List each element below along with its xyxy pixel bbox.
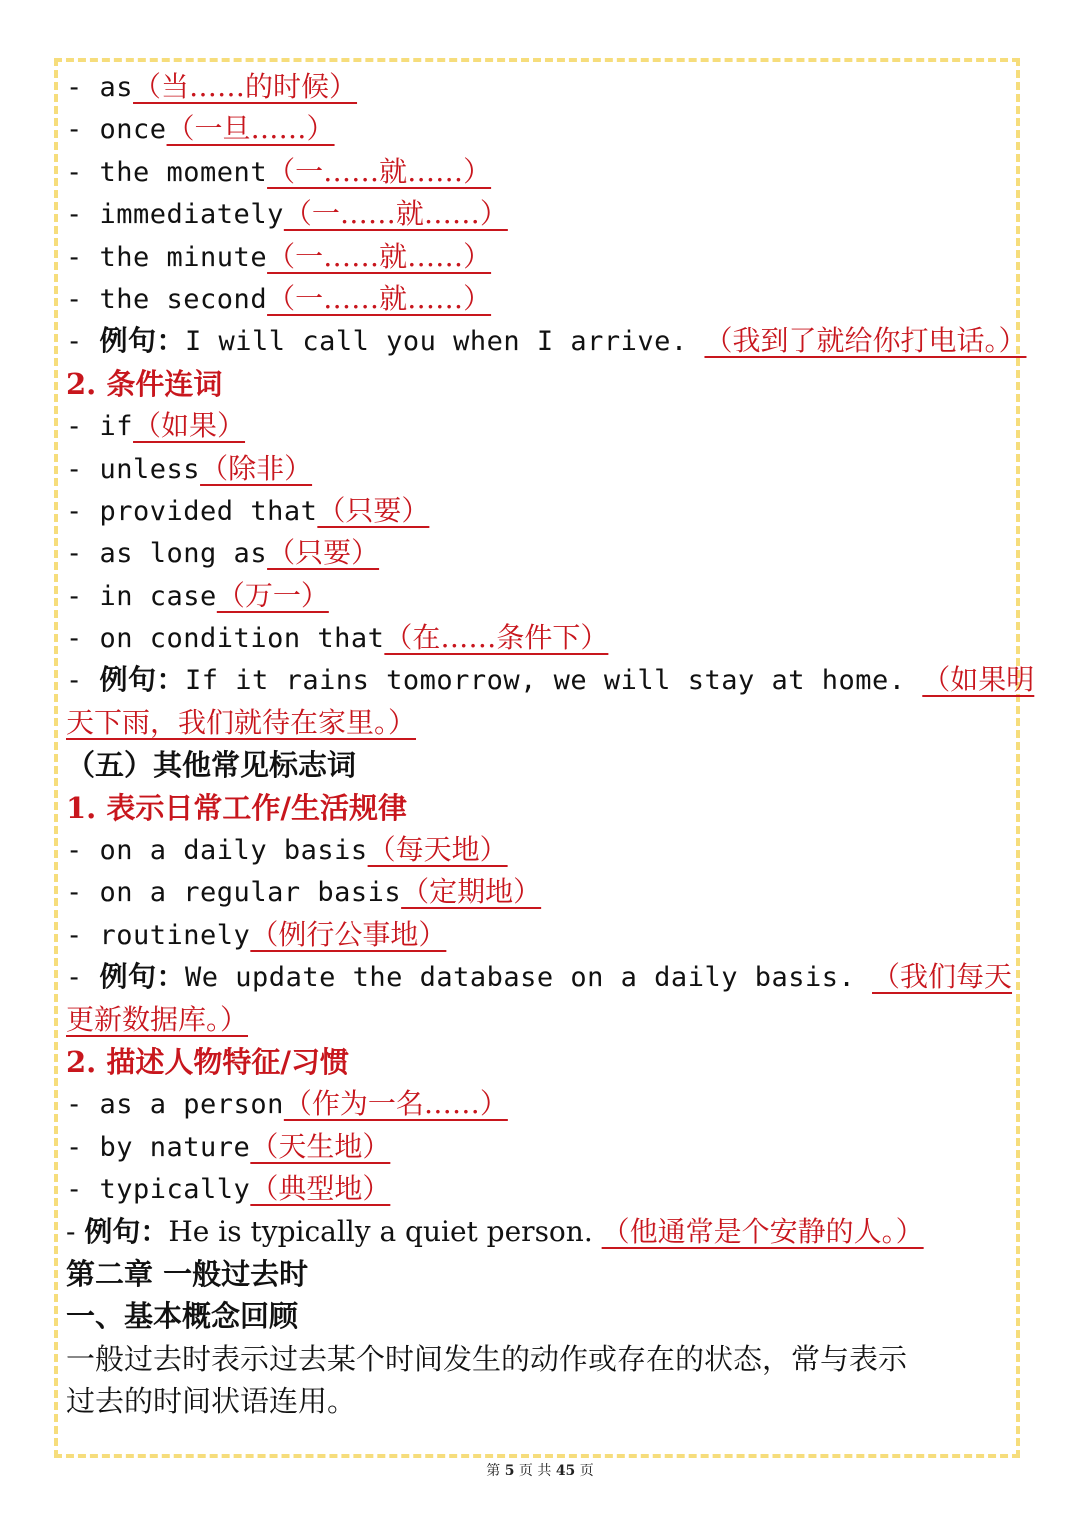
paragraph-line: 过去的时间状语连用。 bbox=[66, 1384, 357, 1419]
example-translation-cont: 更新数据库。） bbox=[66, 1002, 249, 1036]
example-translation-cont: 天下雨，我们就待在家里。） bbox=[66, 705, 417, 739]
section-heading: （五）其他常见标志词 bbox=[66, 748, 357, 783]
list-item: - by nature（天生地） bbox=[66, 1129, 391, 1163]
list-item: - if（如果） bbox=[66, 409, 246, 443]
page-footer: 第 5 页 共 45 页 bbox=[486, 1463, 594, 1479]
section-title: 一、基本概念回顾 bbox=[66, 1299, 299, 1334]
subsection-heading: 2. 描述人物特征/习惯 bbox=[66, 1044, 349, 1079]
list-item: - on a daily basis（每天地） bbox=[66, 833, 508, 867]
list-item: - routinely（例行公事地） bbox=[66, 917, 447, 951]
list-item: - as long as（只要） bbox=[66, 536, 380, 570]
list-item: - on a regular basis（定期地） bbox=[66, 875, 542, 909]
list-item: - unless（除非） bbox=[66, 451, 313, 485]
list-item: - typically（典型地） bbox=[66, 1172, 391, 1206]
list-item: - in case（万一） bbox=[66, 578, 329, 612]
list-item: - the second（一……就……） bbox=[66, 281, 492, 315]
paragraph-line: 一般过去时表示过去某个时间发生的动作或存在的状态，常与表示 bbox=[66, 1341, 908, 1376]
page-content bbox=[66, 66, 1035, 1423]
list-item: - the moment（一……就……） bbox=[66, 154, 492, 188]
example-sentence: - 例句：He is typically a quiet person. （他通常是个安静的人。） bbox=[66, 1214, 924, 1248]
example-sentence: - 例句：We update the database on a daily basis. （我们每天 bbox=[66, 960, 1013, 994]
list-item: - immediately（一……就……） bbox=[66, 197, 508, 231]
chapter-title: 第二章 一般过去时 bbox=[66, 1256, 309, 1291]
example-sentence: - 例句：If it rains tomorrow, we will stay at home. （如果明 bbox=[66, 663, 1035, 697]
list-item: - as（当……的时候） bbox=[66, 70, 358, 103]
section-heading: 2. 条件连词 bbox=[66, 366, 223, 401]
list-item: - on condition that（在……条件下） bbox=[66, 621, 609, 655]
list-item: - the minute（一……就……） bbox=[66, 239, 492, 273]
list-item: - provided that（只要） bbox=[66, 493, 430, 527]
example-sentence: - 例句：I will call you when I arrive. （我到了就给你打电话。） bbox=[66, 324, 1027, 358]
list-item: - as a person（作为一名……） bbox=[66, 1087, 508, 1121]
subsection-heading: 1. 表示日常工作/生活规律 bbox=[66, 790, 407, 825]
list-item: - once（一旦……） bbox=[66, 112, 335, 146]
